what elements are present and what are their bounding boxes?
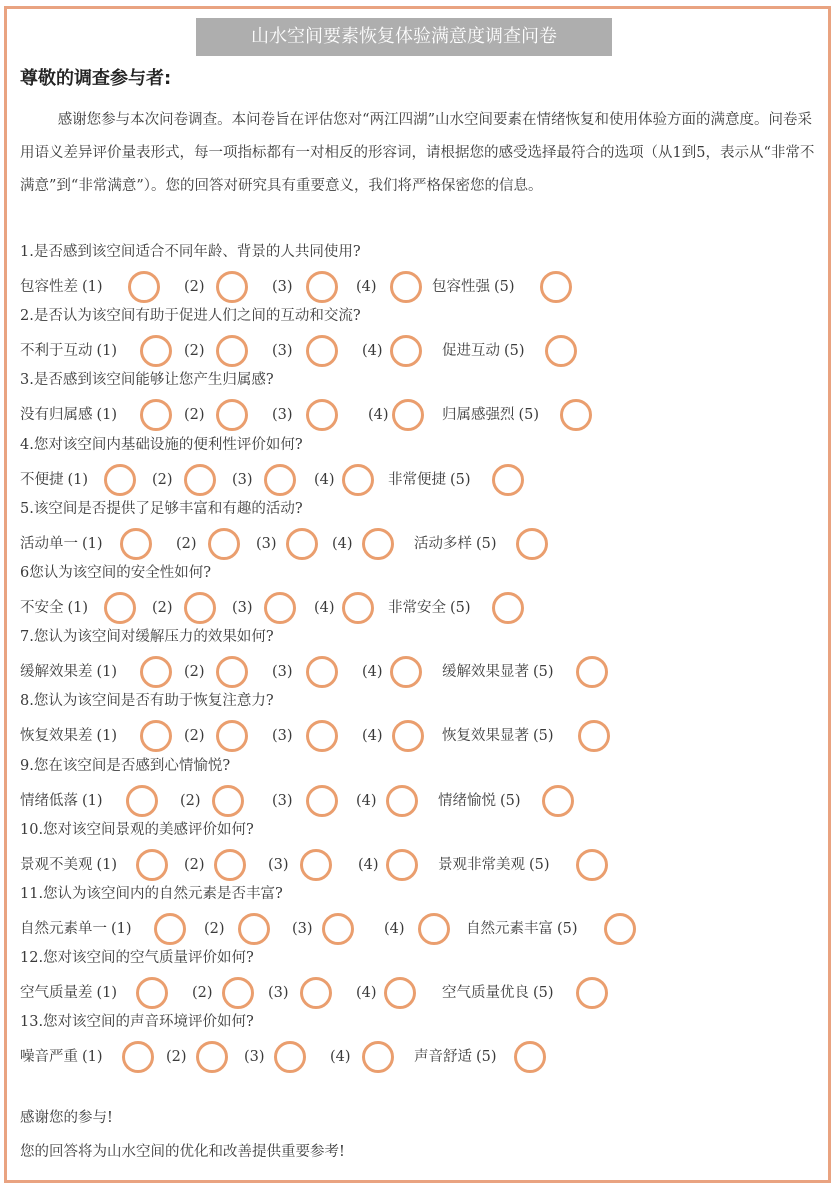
rating-option-1-radio[interactable] <box>140 720 172 752</box>
low-anchor <box>20 527 103 561</box>
scale-label-4: (4) <box>384 921 405 937</box>
low-anchor <box>20 719 117 753</box>
rating-option-3-radio[interactable] <box>306 785 338 817</box>
scale-label-3: (3) <box>272 407 293 424</box>
high-anchor <box>466 912 578 946</box>
high-anchor <box>414 527 497 561</box>
high-anchor <box>388 463 471 497</box>
rating-option-5-radio[interactable] <box>545 335 577 367</box>
low-label: 不便捷 <box>20 471 64 488</box>
high-label: 包容性强 <box>432 279 490 295</box>
high-label: 活动多样 <box>414 535 472 552</box>
scale-label-3: (3) <box>244 1049 265 1066</box>
scale-label-5: (5) <box>518 407 540 424</box>
scale-label-4: (4) <box>362 343 383 360</box>
high-label: 非常安全 <box>388 600 446 616</box>
scale-label-2: (2) <box>152 600 173 616</box>
rating-option-1-radio[interactable] <box>136 849 168 881</box>
low-anchor <box>20 655 117 689</box>
low-label: 包容性差 <box>20 279 78 295</box>
rating-option-1-radio[interactable] <box>126 785 158 817</box>
scale-label-5: (5) <box>557 921 578 937</box>
rating-option-3-radio[interactable] <box>322 913 354 945</box>
rating-option-3-radio[interactable] <box>264 592 296 624</box>
question-text: 11.您认为该空间内的自然元素是否丰富? <box>20 886 283 902</box>
rating-option-4-radio[interactable] <box>362 528 394 560</box>
rating-option-5-radio[interactable] <box>516 528 548 560</box>
scale-label-3: (3) <box>256 535 277 552</box>
high-anchor <box>438 784 521 818</box>
low-label: 缓解效果差 <box>20 664 93 681</box>
scale-label-2: (2) <box>184 279 205 295</box>
rating-row <box>0 1040 839 1074</box>
scale-label-3: (3) <box>272 664 293 681</box>
rating-option-5-radio[interactable] <box>542 785 574 817</box>
rating-option-1-radio[interactable] <box>104 464 136 496</box>
rating-option-2-radio[interactable] <box>216 399 248 431</box>
rating-row <box>0 270 839 304</box>
rating-option-3-radio[interactable] <box>306 720 338 752</box>
scale-label-2: (2) <box>176 535 197 552</box>
rating-option-5-radio[interactable] <box>492 592 524 624</box>
rating-option-1-radio[interactable] <box>128 271 160 303</box>
rating-option-3-radio[interactable] <box>306 271 338 303</box>
rating-option-4-radio[interactable] <box>342 464 374 496</box>
scale-label-4: (4) <box>362 728 383 745</box>
scale-label-1: (1) <box>82 792 103 809</box>
rating-option-5-radio[interactable] <box>492 464 524 496</box>
scale-label-5: (5) <box>476 535 497 552</box>
scale-label-2: (2) <box>192 985 213 1002</box>
question-text: 8.您认为该空间是否有助于恢复注意力? <box>20 693 274 710</box>
scale-label-2: (2) <box>184 856 205 873</box>
rating-option-2-radio[interactable] <box>216 335 248 367</box>
scale-label-3: (3) <box>268 856 289 873</box>
rating-option-5-radio[interactable] <box>514 1041 546 1073</box>
scale-label-4: (4) <box>356 985 377 1002</box>
scale-label-4: (4) <box>358 856 379 873</box>
scale-label-1: (1) <box>96 856 118 873</box>
rating-row <box>0 334 839 368</box>
scale-label-1: (1) <box>96 728 118 745</box>
rating-option-2-radio[interactable] <box>184 592 216 624</box>
rating-option-5-radio[interactable] <box>540 271 572 303</box>
scale-label-2: (2) <box>152 471 173 488</box>
low-anchor <box>20 591 88 625</box>
rating-option-1-radio[interactable] <box>140 399 172 431</box>
scale-label-2: (2) <box>184 343 205 360</box>
low-anchor <box>20 398 117 432</box>
question-text: 2.是否认为该空间有助于促进人们之间的互动和交流? <box>20 308 361 325</box>
scale-label-1: (1) <box>67 471 89 488</box>
question-text: 5.该空间是否提供了足够丰富和有趣的活动? <box>20 500 303 517</box>
rating-option-5-radio[interactable] <box>578 720 610 752</box>
rating-option-2-radio[interactable] <box>196 1041 228 1073</box>
rating-option-2-radio[interactable] <box>214 849 246 881</box>
footer-note: 您的回答将为山水空间的优化和改善提供重要参考! <box>20 1144 345 1160</box>
rating-option-4-radio[interactable] <box>392 720 424 752</box>
greeting: 尊敬的调查参与者: <box>20 68 172 89</box>
high-anchor <box>442 719 554 753</box>
scale-label-2: (2) <box>204 921 225 937</box>
rating-option-2-radio[interactable] <box>216 271 248 303</box>
rating-option-5-radio[interactable] <box>560 399 592 431</box>
rating-option-3-radio[interactable] <box>264 464 296 496</box>
high-anchor <box>442 655 554 689</box>
high-label: 空气质量优良 <box>442 985 529 1002</box>
scale-label-5: (5) <box>476 1049 497 1066</box>
scale-label-1: (1) <box>96 343 118 360</box>
question-text: 9.您在该空间是否感到心情愉悦? <box>20 757 231 774</box>
question-text: 10.您对该空间景观的美感评价如何? <box>20 821 254 838</box>
scale-label-1: (1) <box>96 664 118 681</box>
scale-label-5: (5) <box>494 279 515 295</box>
scale-label-1: (1) <box>82 535 103 552</box>
rating-option-4-radio[interactable] <box>418 913 450 945</box>
rating-option-4-radio[interactable] <box>390 335 422 367</box>
rating-option-1-radio[interactable] <box>140 335 172 367</box>
rating-option-4-radio[interactable] <box>390 271 422 303</box>
high-label: 声音舒适 <box>414 1049 472 1066</box>
high-label: 缓解效果显著 <box>442 664 529 681</box>
scale-label-2: (2) <box>184 728 205 745</box>
intro-paragraph: 感谢您参与本次问卷调查。本问卷旨在评估您对“两江四湖”山水空间要素在情绪恢复和使用体验方面的满意度。问卷采用语义差异评价量表形式，每一项指标都有一对相反的形容词，请根据您的感受选择最符合的选项（从1到5，表示从“非常不满意”到“非常满意”）。您的回答对研究具有重要意义，我们将严格保密您的信息。 <box>20 112 815 194</box>
scale-label-2: (2) <box>166 1049 187 1066</box>
low-label: 不安全 <box>20 600 64 616</box>
low-anchor <box>20 1040 103 1074</box>
rating-option-3-radio[interactable] <box>274 1041 306 1073</box>
low-label: 空气质量差 <box>20 985 93 1002</box>
scale-label-3: (3) <box>232 600 253 616</box>
rating-option-3-radio[interactable] <box>306 335 338 367</box>
rating-option-1-radio[interactable] <box>120 528 152 560</box>
low-label: 活动单一 <box>20 535 78 552</box>
rating-option-3-radio[interactable] <box>300 977 332 1009</box>
question-text: 12.您对该空间的空气质量评价如何? <box>20 950 254 967</box>
rating-option-5-radio[interactable] <box>604 913 636 945</box>
scale-label-5: (5) <box>533 985 554 1002</box>
high-anchor <box>442 334 525 368</box>
scale-label-5: (5) <box>450 471 471 488</box>
low-anchor <box>20 270 103 304</box>
low-label: 景观不美观 <box>20 856 93 873</box>
rating-row <box>0 655 839 689</box>
rating-option-3-radio[interactable] <box>306 399 338 431</box>
scale-label-4: (4) <box>332 535 353 552</box>
low-label: 情绪低落 <box>20 792 78 809</box>
rating-option-2-radio[interactable] <box>216 656 248 688</box>
scale-label-4: (4) <box>330 1049 351 1066</box>
rating-option-1-radio[interactable] <box>122 1041 154 1073</box>
scale-label-4: (4) <box>356 792 377 809</box>
high-label: 促进互动 <box>442 343 500 360</box>
rating-option-5-radio[interactable] <box>576 977 608 1009</box>
rating-option-3-radio[interactable] <box>300 849 332 881</box>
scale-label-5: (5) <box>504 343 525 360</box>
low-label: 自然元素单一 <box>20 921 107 937</box>
rating-option-2-radio[interactable] <box>184 464 216 496</box>
scale-label-1: (1) <box>96 985 118 1002</box>
rating-option-4-radio[interactable] <box>386 785 418 817</box>
rating-option-2-radio[interactable] <box>222 977 254 1009</box>
rating-option-2-radio[interactable] <box>216 720 248 752</box>
rating-row <box>0 912 839 946</box>
rating-row <box>0 591 839 625</box>
high-label: 景观非常美观 <box>438 856 525 873</box>
scale-label-2: (2) <box>184 407 205 424</box>
low-label: 噪音严重 <box>20 1049 78 1066</box>
rating-row <box>0 976 839 1010</box>
question-text: 13.您对该空间的声音环境评价如何? <box>20 1014 254 1031</box>
scale-label-1: (1) <box>82 1049 103 1066</box>
scale-label-4: (4) <box>314 600 335 616</box>
rating-option-4-radio[interactable] <box>386 849 418 881</box>
low-label: 恢复效果差 <box>20 728 93 745</box>
question-text: 4.您对该空间内基础设施的便利性评价如何? <box>20 436 303 453</box>
low-anchor <box>20 976 117 1010</box>
scale-label-3: (3) <box>272 728 293 745</box>
low-anchor <box>20 784 103 818</box>
scale-label-3: (3) <box>292 921 313 937</box>
scale-label-5: (5) <box>529 856 550 873</box>
rating-row <box>0 463 839 497</box>
rating-option-4-radio[interactable] <box>392 399 424 431</box>
rating-option-1-radio[interactable] <box>140 656 172 688</box>
high-label: 归属感强烈 <box>442 407 515 424</box>
scale-label-1: (1) <box>96 407 118 424</box>
high-anchor <box>442 976 554 1010</box>
high-anchor <box>388 591 471 625</box>
rating-row <box>0 784 839 818</box>
question-text: 3.是否感到该空间能够让您产生归属感? <box>20 372 274 389</box>
high-label: 情绪愉悦 <box>438 792 496 809</box>
rating-option-4-radio[interactable] <box>342 592 374 624</box>
scale-label-5: (5) <box>533 728 554 745</box>
scale-label-1: (1) <box>82 279 103 295</box>
rating-option-2-radio[interactable] <box>238 913 270 945</box>
rating-row <box>0 527 839 561</box>
scale-label-5: (5) <box>533 664 554 681</box>
scale-label-2: (2) <box>184 664 205 681</box>
survey-title: 山水空间要素恢复体验满意度调查问卷 <box>196 18 612 56</box>
rating-option-1-radio[interactable] <box>104 592 136 624</box>
scale-label-1: (1) <box>111 921 132 937</box>
high-anchor <box>414 1040 497 1074</box>
rating-row <box>0 848 839 882</box>
high-label: 非常便捷 <box>388 471 446 488</box>
rating-option-4-radio[interactable] <box>384 977 416 1009</box>
scale-label-4: (4) <box>368 407 389 424</box>
scale-label-3: (3) <box>272 343 293 360</box>
rating-row <box>0 398 839 432</box>
scale-label-3: (3) <box>232 471 253 488</box>
rating-option-3-radio[interactable] <box>286 528 318 560</box>
rating-row <box>0 719 839 753</box>
scale-label-3: (3) <box>268 985 289 1002</box>
question-text: 6您认为该空间的安全性如何? <box>20 565 211 581</box>
high-anchor <box>432 270 515 304</box>
question-text: 7.您认为该空间对缓解压力的效果如何? <box>20 629 274 646</box>
high-anchor <box>438 848 550 882</box>
low-anchor <box>20 912 132 946</box>
high-label: 自然元素丰富 <box>466 921 553 937</box>
scale-label-5: (5) <box>450 600 471 616</box>
high-anchor <box>442 398 539 432</box>
rating-option-5-radio[interactable] <box>576 849 608 881</box>
question-text: 1.是否感到该空间适合不同年龄、背景的人共同使用? <box>20 244 361 260</box>
scale-label-2: (2) <box>180 792 201 809</box>
scale-label-5: (5) <box>500 792 521 809</box>
scale-label-3: (3) <box>272 792 293 809</box>
scale-label-4: (4) <box>362 664 383 681</box>
scale-label-4: (4) <box>356 279 377 295</box>
scale-label-4: (4) <box>314 471 335 488</box>
low-anchor <box>20 334 117 368</box>
rating-option-2-radio[interactable] <box>208 528 240 560</box>
high-label: 恢复效果显著 <box>442 728 529 745</box>
low-anchor <box>20 463 88 497</box>
rating-option-3-radio[interactable] <box>306 656 338 688</box>
rating-option-1-radio[interactable] <box>136 977 168 1009</box>
rating-option-4-radio[interactable] <box>390 656 422 688</box>
scale-label-1: (1) <box>67 600 89 616</box>
rating-option-5-radio[interactable] <box>576 656 608 688</box>
scale-label-3: (3) <box>272 279 293 295</box>
low-label: 没有归属感 <box>20 407 93 424</box>
low-anchor <box>20 848 117 882</box>
rating-option-1-radio[interactable] <box>154 913 186 945</box>
rating-option-2-radio[interactable] <box>212 785 244 817</box>
rating-option-4-radio[interactable] <box>362 1041 394 1073</box>
low-label: 不利于互动 <box>20 343 93 360</box>
footer-thanks: 感谢您的参与! <box>20 1110 113 1126</box>
